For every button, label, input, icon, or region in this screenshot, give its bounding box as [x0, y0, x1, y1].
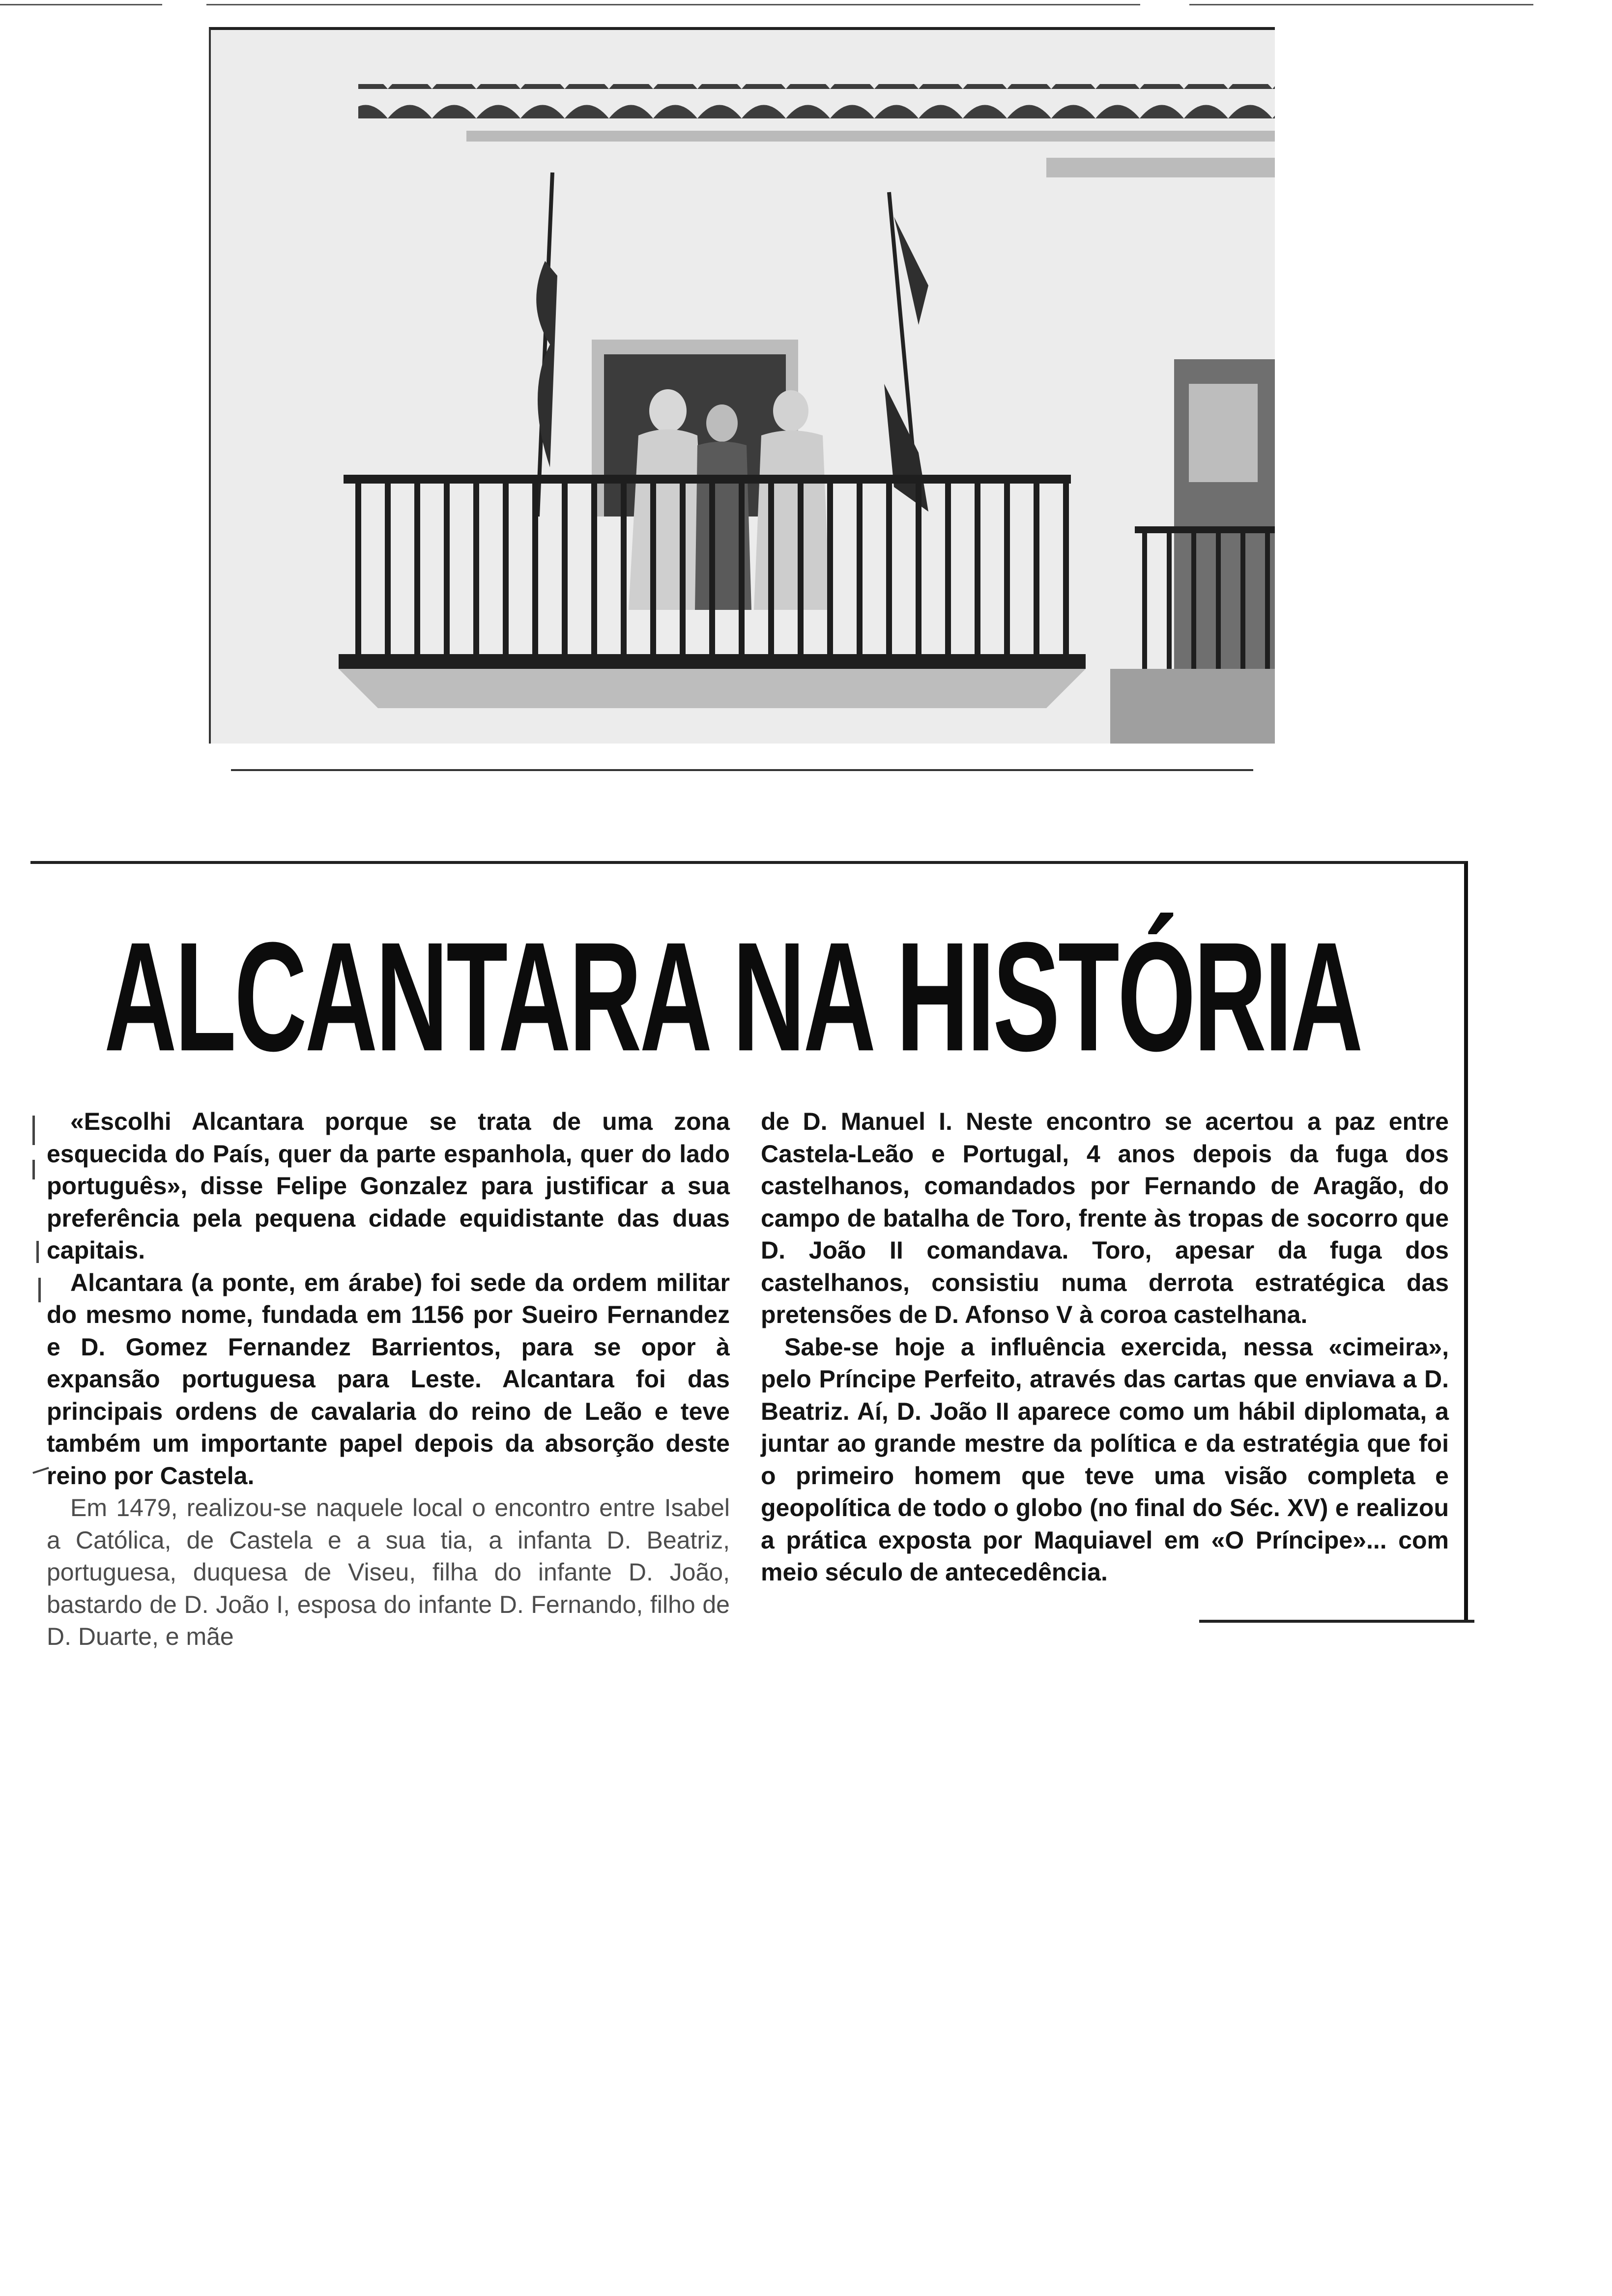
balcony-photograph — [209, 27, 1275, 744]
article-paragraph: de D. Manuel I. Neste encontro se acertou a paz entre Castela-Leão e Portugal, 4 anos depois da fuga dos castelhanos, comandados por Fernando de Aragão, do campo de batalha de Toro, frente às tropas de socorro que D. João II comandava. Toro, apesar da fuga dos castelhanos, consistiu numa derrota estratégica das pretensões de D. Afonso V à coroa castelhana. — [761, 1108, 1449, 1328]
article-paragraph: «Escolhi Alcantara porque se trata de uma zona esquecida do País, quer da parte espanhola, quer do lado português», disse Felipe Gonzalez para justificar a sua preferência pela pequena cidade equidistante das duas capitais. — [47, 1108, 730, 1264]
article-paragraph: Em 1479, realizou-se naquele local o encontro entre Isabel a Católica, de Castela e a sua tia, a infanta D. Beatriz, portuguesa, duquesa de Viseu, filha do infante D. João, bastardo de D. João I, esposa do infante D. Fernando, filho de D. Duarte, e mãe — [47, 1494, 730, 1650]
scan-line-top-right — [1189, 4, 1533, 5]
article-bottom-rule — [1199, 1620, 1474, 1623]
balcony-photo-illustration — [211, 30, 1275, 744]
left-margin-tick — [38, 1278, 41, 1302]
article-left-column — [47, 1106, 730, 1653]
article-paragraph: Alcantara (a ponte, em árabe) foi sede da ordem militar do mesmo nome, fundada em 1156 por Sueiro Fernandez e D. Gomez Fernandez Barrientos, para se opor à expansão portuguesa para Leste. Alcantara foi das principais ordens de cavalaria do reino de Leão e teve também um importante papel depois da absorção deste reino por Castela. — [47, 1268, 730, 1490]
scan-line-top-left — [0, 4, 162, 5]
left-margin-tick — [32, 1116, 35, 1145]
left-margin-tick — [36, 1241, 39, 1263]
article-paragraph: Sabe-se hoje a influência exercida, nessa «cimeira», pelo Príncipe Perfeito, através das cartas que enviava a D. Beatriz. Aí, D. João II aparece como um hábil diplomata, a juntar ao grande mestre da política e da estratégia que foi o primeiro homem que teve uma visão completa e geopolítica de todo o globo (no final do Séc. XV) e realizou a prática exposta por Maquiavel em «O Príncipe»... com meio século de antecedência. — [761, 1333, 1449, 1586]
article-right-column — [761, 1106, 1449, 1589]
scan-line-top-middle — [206, 4, 1140, 5]
left-margin-tick — [32, 1160, 35, 1179]
photo-bottom-rule — [231, 769, 1253, 771]
article-headline: ALCANTARA NA HISTÓRIA — [104, 909, 1361, 1084]
